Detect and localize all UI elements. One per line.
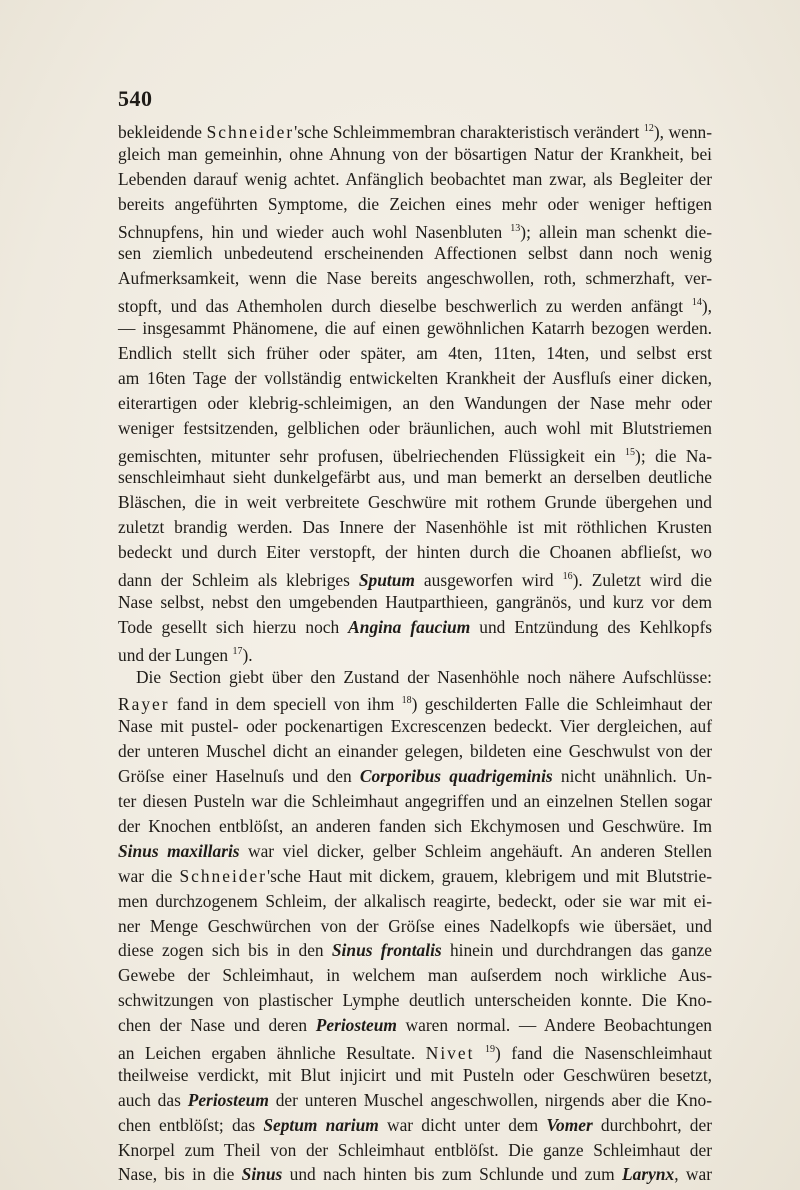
text-fragment: — insgesammt Phänomene, die auf einen gewöhnlichen Katarrh bezogen werden. <box>118 318 712 339</box>
italic-term: Periosteum <box>315 1015 397 1036</box>
text-fragment: ); allein man schenkt die- <box>520 221 712 242</box>
text-line <box>118 366 712 391</box>
text-fragment: an Leichen ergaben ähnliche Resultate. <box>118 1042 426 1063</box>
text-line <box>118 565 712 590</box>
text-line <box>118 391 712 416</box>
text-line <box>118 1063 712 1088</box>
text-fragment: chen der Nase und deren <box>118 1015 316 1036</box>
text-line <box>118 665 712 690</box>
text-fragment: 'sche Schleimmembran charakteristisch verändert <box>294 122 644 142</box>
text-fragment: bedeckt und durch Eiter verstopft, der hinten durch die Choanen abflieſst, wo <box>118 542 712 563</box>
text-fragment: dann der Schleim als klebriges <box>118 570 359 591</box>
text-fragment: waren normal. — Andere Beobachtungen <box>396 1015 712 1036</box>
text-line <box>118 590 712 615</box>
text-line <box>118 864 712 889</box>
text-line <box>118 266 712 291</box>
text-line <box>118 640 712 665</box>
text-fragment: , war <box>674 1164 712 1185</box>
text-fragment: Tode gesellt sich hierzu noch <box>118 616 349 637</box>
text-fragment: bereits angeführten Symptome, die Zeichen eines mehr oder weniger heftigen <box>118 193 712 214</box>
footnote-ref: 14 <box>691 297 702 309</box>
text-fragment: stopft, und das Athemholen durch dieselbe beschwerlich zu werden anfängt <box>118 296 692 317</box>
footnote-ref: 18 <box>401 695 412 707</box>
body-text <box>118 117 712 1187</box>
text-fragment: Nase, bis in die <box>118 1164 242 1185</box>
spaced-name: Schneider <box>206 122 295 142</box>
text-fragment: Lebenden darauf wenig achtet. Anfänglich beobachtet man zwar, als Begleiter der <box>118 168 712 189</box>
text-fragment: schwitzungen von plastischer Lymphe deutlich unterscheiden konnte. Die Kno- <box>118 990 712 1011</box>
text-line <box>118 963 712 988</box>
text-line <box>118 441 712 466</box>
text-line <box>118 167 712 192</box>
text-fragment: war viel dicker, gelber Schleim angehäuft. An anderen Stellen <box>239 840 712 861</box>
text-fragment: am 16ten Tage der vollständig entwickelten Krankheit der Ausfluſs einer dicken, <box>118 367 712 388</box>
text-line <box>118 1013 712 1038</box>
text-fragment: ), wenn- <box>653 122 712 142</box>
text-fragment: men durchzogenem Schleim, der alkalisch reagirte, bedeckt, oder sie war mit ei- <box>118 890 712 911</box>
text-fragment: ) fand die Nasenschleimhaut <box>494 1042 712 1063</box>
text-line <box>118 316 712 341</box>
text-fragment: zuletzt brandig werden. Das Innere der Nasenhöhle ist mit röthlichen Krusten <box>118 517 712 538</box>
text-fragment: Endlich stellt sich früher oder später, am 4ten, 11ten, 14ten, und selbst erst <box>118 343 712 364</box>
footnote-ref: 16 <box>562 571 573 583</box>
text-fragment: sen ziemlich unbedeutend erscheinenden Affectionen selbst dann noch wenig <box>118 243 712 264</box>
text-line <box>118 117 712 142</box>
text-line <box>118 615 712 640</box>
text-fragment: war dicht unter dem <box>378 1114 547 1135</box>
footnote-ref: 19 <box>484 1043 495 1055</box>
text-line <box>118 714 712 739</box>
text-fragment: diese zogen sich bis in den <box>118 940 332 961</box>
text-line <box>118 1088 712 1113</box>
text-line <box>118 291 712 316</box>
text-fragment: ). <box>242 644 253 665</box>
text-line <box>118 839 712 864</box>
text-fragment: der Knochen entblöſst, an anderen fanden sich Ekchymosen und Geschwüre. Im <box>118 815 712 836</box>
page-number: 540 <box>118 86 153 111</box>
text-line <box>118 938 712 963</box>
text-fragment: und nach hinten bis zum Schlunde und zum <box>282 1164 623 1185</box>
text-line <box>118 764 712 789</box>
text-fragment: durchbohrt, der <box>592 1114 712 1135</box>
spaced-name: Nivet <box>425 1042 475 1063</box>
text-line <box>118 1113 712 1138</box>
text-fragment: und Entzündung des Kehlkopfs <box>470 616 712 637</box>
text-fragment: hinein und durchdrangen das ganze <box>441 940 712 961</box>
text-fragment: Gröſse einer Haselnuſs und den <box>118 766 360 787</box>
text-line <box>118 1138 712 1163</box>
text-fragment: Nase selbst, nebst den umgebenden Hautparthieen, gangränös, und kurz vor dem <box>118 591 712 612</box>
text-line <box>118 1162 712 1187</box>
text-fragment: fand in dem speciell von ihm <box>169 694 402 715</box>
text-fragment: und der Lungen <box>118 644 233 665</box>
text-fragment: Die Section giebt über den Zustand der Nasenhöhle noch nähere Aufschlüsse: <box>136 666 712 687</box>
text-fragment: ), <box>701 296 712 317</box>
italic-term: Larynx <box>622 1164 675 1185</box>
text-line <box>118 814 712 839</box>
spaced-name: Rayer <box>118 694 170 715</box>
text-line <box>118 515 712 540</box>
text-fragment: ner Menge Geschwürchen von der Gröſse eines Nadelkopfs wie übersäet, und <box>118 915 712 936</box>
text-fragment: war die <box>118 865 180 886</box>
text-fragment: auch das <box>118 1089 188 1110</box>
text-line <box>118 988 712 1013</box>
text-fragment: ). Zuletzt wird die <box>572 570 712 591</box>
text-fragment: Gewebe der Schleimhaut, in welchem man auſserdem noch wirkliche Aus- <box>118 965 712 986</box>
text-line <box>118 789 712 814</box>
text-line <box>118 1038 712 1063</box>
text-fragment: gemischten, mitunter sehr profusen, übelriechenden Flüssigkeit ein <box>118 445 626 466</box>
text-fragment <box>474 1043 485 1063</box>
text-line <box>118 689 712 714</box>
text-fragment: ) geschilderten Falle die Schleimhaut der <box>411 694 712 715</box>
text-fragment: ); die Na- <box>635 445 712 466</box>
text-fragment: nicht unähnlich. Un- <box>552 766 713 787</box>
text-fragment: der unteren Muschel angeschwollen, nirgends aber die Kno- <box>268 1089 712 1110</box>
footnote-ref: 15 <box>625 446 636 458</box>
text-fragment: der unteren Muschel dicht an einander gelegen, bildeten eine Geschwulst von der <box>118 741 712 762</box>
text-fragment: bekleidende <box>118 122 207 142</box>
italic-term: Sputum <box>358 570 415 591</box>
italic-term: Angina faucium <box>348 616 471 637</box>
text-fragment: Nase mit pustel- oder pockenartigen Excrescenzen bedeckt. Vier dergleichen, auf <box>118 716 712 737</box>
footnote-ref: 17 <box>232 645 243 657</box>
text-fragment: Bläschen, die in weit verbreitete Geschwüre mit rothem Grunde übergehen und <box>118 492 712 513</box>
text-line <box>118 416 712 441</box>
footnote-ref: 12 <box>643 123 654 134</box>
text-fragment: 'sche Haut mit dickem, grauem, klebrigem und mit Blutstrie- <box>266 865 712 886</box>
italic-term: Vomer <box>546 1114 593 1135</box>
italic-term: Corporibus quadrigeminis <box>359 766 553 787</box>
italic-term: Sinus frontalis <box>331 940 442 961</box>
text-fragment: weniger festsitzenden, gelblichen oder bräunlichen, auch wohl mit Blutstriemen <box>118 417 712 438</box>
text-line <box>118 341 712 366</box>
text-fragment: Schnupfens, hin und wieder auch wohl Nasenbluten <box>118 221 511 242</box>
text-line <box>118 142 712 167</box>
text-fragment: Aufmerksamkeit, wenn die Nase bereits angeschwollen, roth, schmerzhaft, ver- <box>118 268 712 289</box>
italic-term: Sinus maxillaris <box>118 840 240 861</box>
text-line <box>118 540 712 565</box>
italic-term: Sinus <box>241 1164 283 1185</box>
text-line <box>118 889 712 914</box>
text-fragment: eiterartigen oder klebrig-schleimigen, an den Wandungen der Nase mehr oder <box>118 392 712 413</box>
text-line <box>118 217 712 242</box>
italic-term: Periosteum <box>187 1089 269 1110</box>
text-fragment: chen entblöſst; das <box>118 1114 264 1135</box>
italic-term: Septum narium <box>263 1114 379 1135</box>
footnote-ref: 13 <box>510 222 521 234</box>
text-line <box>118 241 712 266</box>
spaced-name: Schneider <box>179 865 267 886</box>
text-line <box>118 192 712 217</box>
text-fragment: Knorpel zum Theil von der Schleimhaut entblöſst. Die ganze Schleimhaut der <box>118 1139 712 1160</box>
text-fragment: ausgeworfen wird <box>414 570 563 591</box>
text-fragment: senschleimhaut sieht dunkelgefärbt aus, und man bemerkt an derselben deutliche <box>118 467 712 488</box>
text-fragment: gleich man gemeinhin, ohne Ahnung von der bösartigen Natur der Krankheit, bei <box>118 143 712 164</box>
text-line <box>118 465 712 490</box>
text-fragment: theilweise verdickt, mit Blut injicirt und mit Pusteln oder Geschwüren besetzt, <box>118 1064 712 1085</box>
text-fragment: ter diesen Pusteln war die Schleimhaut angegriffen und an einzelnen Stellen sogar <box>118 791 712 812</box>
text-line <box>118 490 712 515</box>
text-line <box>118 914 712 939</box>
text-line <box>118 739 712 764</box>
